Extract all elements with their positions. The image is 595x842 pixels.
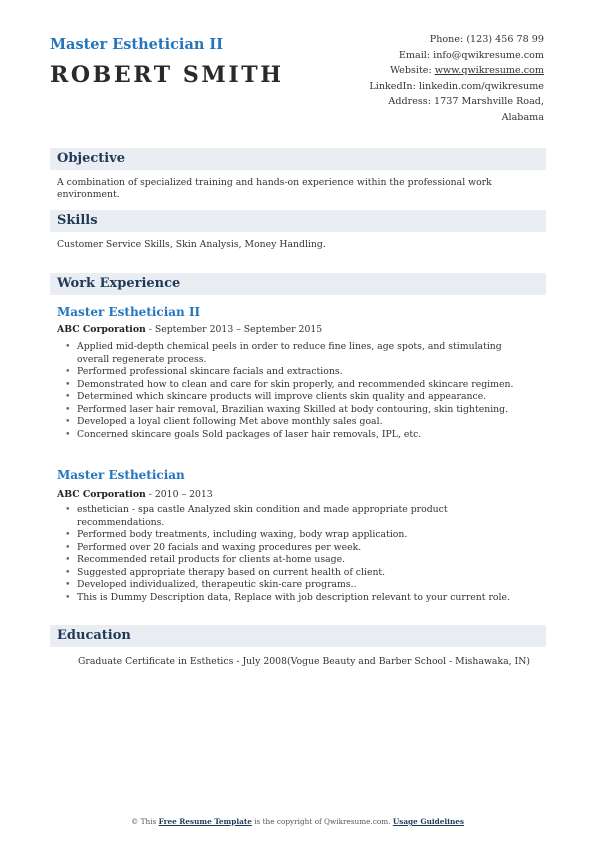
job-1-dates: - September 2013 – September 2015 (145, 324, 323, 335)
list-item: • Determined which skincare products will improve clients skin quality and appearance. (65, 391, 535, 404)
job-2-title: Master Esthetician (57, 468, 185, 482)
list-item: • Concerned skincare goals Sold packages of laser hair removals, IPL, etc. (65, 429, 535, 442)
skills-text: Customer Service Skills, Skin Analysis, Money Handling. (57, 239, 326, 250)
list-item: • Applied mid-depth chemical peels in order to reduce fine lines, age spots, and stimulating overall regenerate process. (65, 341, 535, 366)
objective-text: A combination of specialized training and hands-on experience within the professional work environment. (57, 177, 492, 201)
list-item: • Demonstrated how to clean and care for skin properly, and recommended skincare regimen. (65, 379, 535, 392)
free-resume-template-link[interactable]: Free Resume Template (158, 817, 252, 826)
work-section-bar (50, 273, 546, 295)
skills-section-bar (50, 210, 546, 232)
contact-address-line2: Alabama (501, 111, 544, 123)
email-label: Email: (398, 49, 431, 61)
objective-heading: Objective (57, 151, 126, 166)
linkedin-value[interactable]: linkedin.com/qwikresume (418, 80, 544, 92)
job-title: Master Esthetician II (50, 36, 223, 53)
address-line1: 1737 Marshville Road, (434, 96, 544, 108)
list-item: • esthetician - spa castle Analyzed skin condition and made appropriate product recommendations. (65, 504, 535, 529)
website-label: Website: (390, 65, 432, 77)
skills-heading: Skills (57, 213, 98, 228)
website-link[interactable]: www.qwikresume.com (434, 65, 544, 77)
contact-website (344, 63, 544, 79)
education-heading: Education (57, 628, 131, 643)
list-item: • This is Dummy Description data, Replace with job description relevant to your current role. (65, 592, 535, 605)
education-text: Graduate Certificate in Esthetics - July 2008(Vogue Beauty and Barber School - Mishawaka, IN) (78, 656, 530, 667)
objective-section-bar (50, 148, 546, 170)
work-heading: Work Experience (57, 276, 181, 291)
email-value[interactable]: info@qwikresume.com (433, 49, 544, 61)
list-item: • Performed over 20 facials and waxing procedures per week. (65, 542, 535, 555)
linkedin-label: LinkedIn: (369, 80, 416, 92)
phone-label: Phone: (429, 34, 464, 45)
job-1-bullets (65, 341, 535, 441)
job-2-bullets (65, 504, 535, 604)
footer-prefix: © This (130, 817, 159, 826)
list-item: • Developed individualized, therapeutic skin-care programs.. (65, 579, 535, 592)
job-1-title: Master Esthetician II (57, 305, 201, 319)
list-item: • Developed a loyal client following Met above monthly sales goal. (65, 416, 535, 429)
usage-guidelines-link[interactable]: Usage Guidelines (392, 817, 464, 826)
job-1-company: ABC Corporation (57, 324, 146, 335)
phone-value: (123) 456 78 99 (466, 34, 544, 45)
contact-email (344, 48, 544, 64)
address-label: Address: (388, 96, 431, 108)
footer-middle: is the copyright of Qwikresume.com. (251, 817, 393, 826)
list-item: • Recommended retail products for clients at-home usage. (65, 554, 535, 567)
job-2-company: ABC Corporation (57, 489, 146, 500)
list-item: • Suggested appropriate therapy based on current health of client. (65, 567, 535, 580)
list-item: • Performed professional skincare facials and extractions. (65, 366, 535, 379)
job-2-dates: - 2010 – 2013 (145, 489, 213, 500)
list-item: • Performed body treatments, including waxing, body wrap application. (65, 529, 535, 542)
job-2-company-line (57, 489, 213, 500)
education-section-bar (50, 625, 546, 647)
contact-linkedin (344, 79, 544, 95)
job-1-company-line (57, 324, 322, 335)
contact-address (344, 94, 544, 110)
candidate-name: ROBERT SMITH (50, 62, 284, 88)
footer (0, 817, 595, 826)
contact-block (344, 32, 544, 126)
contact-phone (344, 32, 544, 48)
list-item: • Performed laser hair removal, Brazilian waxing Skilled at body contouring, skin tightening. (65, 404, 535, 417)
